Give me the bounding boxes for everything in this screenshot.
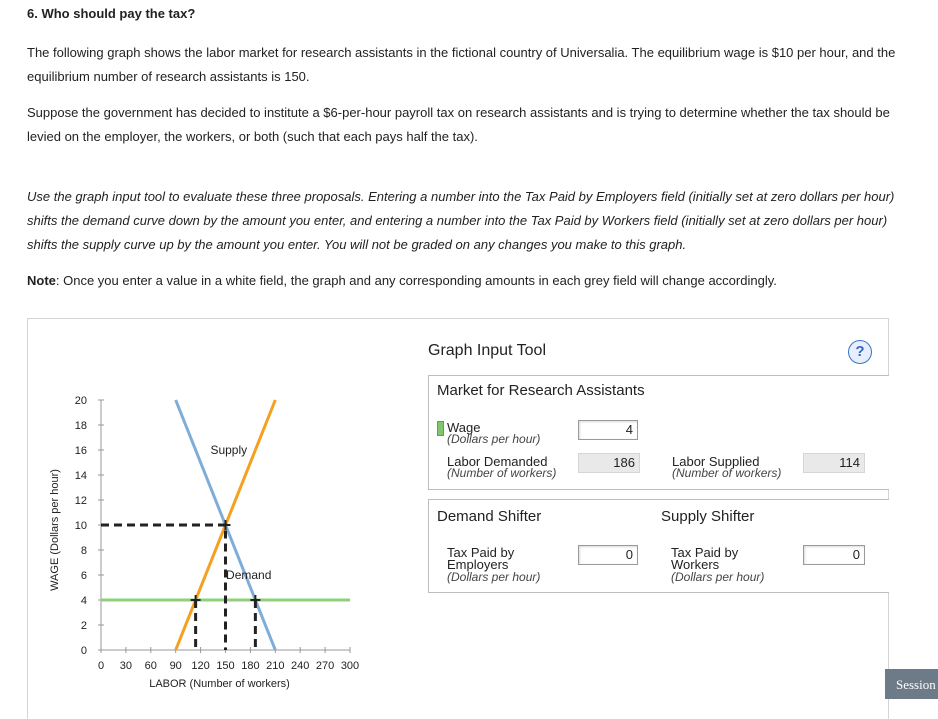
x-tick-label: 150	[216, 660, 235, 672]
y-tick-label: 14	[74, 470, 87, 482]
equilibrium-guide	[101, 525, 226, 650]
tax-line-2: levied on the employer, the workers, or both (such that each pays half the tax).	[27, 129, 478, 144]
note-label: Note	[27, 273, 56, 288]
y-tick-label: 0	[80, 645, 87, 657]
wage-label: Wage	[447, 420, 481, 435]
instructions-line-2: shifts the demand curve down by the amount you enter, and entering a number into the Tax Paid by Workers field (initially set at zero dollars per hour)	[27, 213, 888, 228]
y-tick-label: 10	[74, 520, 87, 532]
x-tick-label: 210	[266, 660, 285, 672]
y-tick-label: 12	[74, 495, 87, 507]
y-tick-label: 20	[74, 395, 87, 407]
y-tick-label: 8	[80, 545, 87, 557]
intro-line-2: equilibrium number of research assistants is 150.	[27, 69, 310, 84]
x-tick-label: 300	[340, 660, 360, 672]
wage-legend-swatch	[437, 421, 444, 436]
session-button[interactable]: Session	[885, 669, 938, 699]
x-tick-label: 270	[315, 660, 335, 672]
instructions-paragraph	[27, 185, 935, 257]
workers-tax-units: (Dollars per hour)	[671, 570, 765, 584]
help-icon[interactable]: ?	[848, 340, 872, 364]
intro-line-1: The following graph shows the labor market for research assistants in the fictional country of Universalia. The equilibrium wage is $10 per hour, and the	[27, 45, 896, 60]
employers-tax-label-1: Tax Paid by	[447, 545, 515, 560]
workers-tax-label-1: Tax Paid by	[671, 545, 739, 560]
demand-shifter-title: Demand Shifter	[437, 508, 542, 525]
note-paragraph	[27, 269, 935, 293]
labor-demanded-units: (Number of workers)	[447, 466, 557, 480]
x-axis-label: LABOR (Number of workers)	[149, 678, 290, 690]
labor-supplied-units: (Number of workers)	[672, 466, 782, 480]
labor-market-chart[interactable]	[40, 380, 400, 700]
y-axis-label: WAGE (Dollars per hour)	[49, 469, 61, 591]
x-tick-label: 120	[191, 660, 210, 672]
wage-input[interactable]: 4	[578, 420, 638, 440]
supply-curve-label: Supply	[210, 443, 248, 457]
x-tick-label: 30	[119, 660, 133, 672]
labor-supplied-label: Labor Supplied	[672, 454, 760, 469]
note-text: : Once you enter a value in a white field, the graph and any corresponding amounts in each grey field will change accordingly.	[55, 273, 777, 288]
workers-tax-label-2: Workers	[671, 557, 720, 572]
question-title: 6. Who should pay the tax?	[27, 6, 196, 21]
y-tick-label: 18	[74, 420, 87, 432]
instructions-line-1: Use the graph input tool to evaluate these three proposals. Entering a number into the Tax Paid by Employers field (initially set at zero dollars per hour)	[27, 189, 895, 204]
tax-line-1: Suppose the government has decided to institute a $6-per-hour payroll tax on research assistants and is trying to determine whether the tax should be	[27, 105, 890, 120]
demand-curve-label: Demand	[226, 568, 272, 582]
labor-demanded-label: Labor Demanded	[447, 454, 548, 469]
graph-input-tool-title: Graph Input Tool	[428, 342, 547, 359]
y-tick-label: 2	[80, 620, 87, 632]
employers-tax-input[interactable]: 0	[578, 545, 638, 565]
instructions-line-3: shifts the supply curve up by the amount you enter. You will not be graded on any changes you make to this graph.	[27, 237, 687, 252]
workers-tax-input[interactable]: 0	[803, 545, 865, 565]
x-tick-label: 60	[144, 660, 157, 672]
y-tick-label: 6	[80, 570, 87, 582]
employers-tax-units: (Dollars per hour)	[447, 570, 541, 584]
labor-demanded-field: 186	[578, 453, 640, 473]
intro-paragraph	[27, 41, 935, 89]
labor-supplied-field: 114	[803, 453, 865, 473]
x-tick-label: 180	[241, 660, 260, 672]
x-tick-label: 90	[169, 660, 182, 672]
employers-tax-label-2: Employers	[447, 557, 509, 572]
supply-shifter-title: Supply Shifter	[661, 508, 755, 525]
market-title: Market for Research Assistants	[437, 382, 645, 399]
y-tick-label: 4	[80, 595, 87, 607]
wage-units: (Dollars per hour)	[447, 432, 541, 446]
tax-paragraph	[27, 101, 935, 149]
x-tick-label: 0	[97, 660, 105, 672]
x-tick-label: 240	[291, 660, 310, 672]
y-tick-label: 16	[74, 445, 87, 457]
